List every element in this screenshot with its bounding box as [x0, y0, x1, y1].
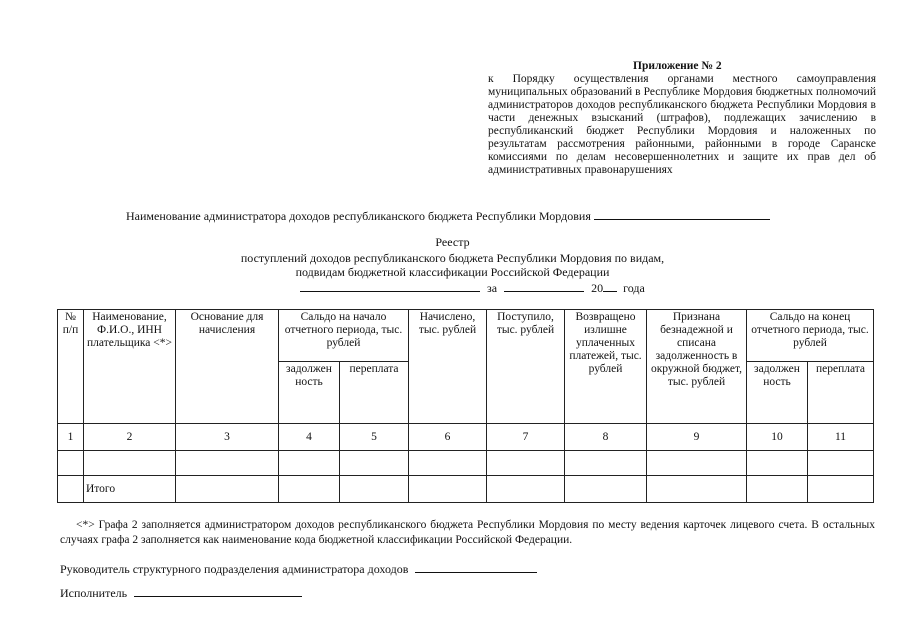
- table-row: [58, 451, 874, 476]
- registry-date-line: [300, 280, 645, 296]
- empty-cell[interactable]: [409, 451, 487, 476]
- empty-cell[interactable]: [487, 451, 565, 476]
- header-col-1: № п/п: [58, 310, 84, 424]
- total-label: Итого: [84, 476, 176, 503]
- column-number: 11: [808, 424, 874, 451]
- registry-subtitle-2: подвидам бюджетной классификации Российской Федерации: [295, 265, 610, 279]
- header-sub-5: переплата: [340, 362, 409, 424]
- column-number: 3: [176, 424, 279, 451]
- column-number: 6: [409, 424, 487, 451]
- admin-name-blank[interactable]: [594, 208, 770, 220]
- executor-signature-line: [60, 585, 302, 601]
- empty-cell[interactable]: [279, 476, 340, 503]
- empty-cell[interactable]: [647, 451, 747, 476]
- year-suffix: года: [623, 281, 645, 295]
- empty-cell[interactable]: [747, 476, 808, 503]
- executor-signature-blank[interactable]: [134, 585, 302, 597]
- empty-cell[interactable]: [565, 451, 647, 476]
- empty-cell[interactable]: [487, 476, 565, 503]
- column-number: 7: [487, 424, 565, 451]
- empty-cell[interactable]: [747, 451, 808, 476]
- year-prefix: 20: [591, 281, 604, 295]
- header-saldo-start: Сальдо на начало отчетного периода, тыс. рублей: [279, 310, 409, 362]
- header-saldo-end: Сальдо на конец отчетного периода, тыс. рублей: [747, 310, 874, 362]
- appendix-text: к Порядку осуществления органами местного самоуправления муниципальных образований в Республике Мордовия бюджетных полномочий администраторов доходов республиканского бюджета Республики Мордовия в части денежных взысканий (штрафов), подлежащих зачислению в республиканский бюджет Республики Мордовия и наложенных по результатам рассмотрения районными, районными в городе Саранске комиссиями по делам несовершеннолетних и защите их прав дел об административных правонарушениях: [488, 73, 876, 176]
- registry-title: Реестр: [435, 235, 470, 249]
- empty-cell[interactable]: [647, 476, 747, 503]
- header-col-7: Поступило, тыс. рублей: [487, 310, 565, 424]
- empty-cell[interactable]: [58, 451, 84, 476]
- header-col-6: Начислено, тыс. рублей: [409, 310, 487, 424]
- header-sub-4: задолжен ность: [279, 362, 340, 424]
- year-blank[interactable]: [603, 280, 617, 292]
- empty-cell[interactable]: [58, 476, 84, 503]
- header-sub-10: задолжен ность: [747, 362, 808, 424]
- column-number: 4: [279, 424, 340, 451]
- date-blank[interactable]: [504, 280, 584, 292]
- empty-cell[interactable]: [808, 476, 874, 503]
- empty-cell[interactable]: [340, 476, 409, 503]
- empty-cell[interactable]: [565, 476, 647, 503]
- appendix-title: Приложение № 2: [633, 60, 722, 72]
- column-number: 10: [747, 424, 808, 451]
- za-label: за: [487, 281, 498, 295]
- header-sub-11: переплата: [808, 362, 874, 424]
- column-number: 8: [565, 424, 647, 451]
- empty-cell[interactable]: [340, 451, 409, 476]
- empty-cell[interactable]: [84, 451, 176, 476]
- head-signature-blank[interactable]: [415, 561, 537, 573]
- total-row: [58, 476, 874, 503]
- empty-cell[interactable]: [279, 451, 340, 476]
- column-number: 9: [647, 424, 747, 451]
- admin-label: Наименование администратора доходов республиканского бюджета Республики Мордовия: [126, 209, 591, 223]
- header-col-2: Наименование, Ф.И.О., ИНН плательщика <*>: [84, 310, 176, 424]
- footnote: <*> Графа 2 заполняется администратором доходов республиканского бюджета Республики Мордовия по месту ведения карточек лицевого счета. В остальных случаях графа 2 заполняется как наименование кода бюджетной классификации Российской Федерации.: [60, 519, 875, 546]
- header-col-3: Основание для начисления: [176, 310, 279, 424]
- column-number: 2: [84, 424, 176, 451]
- empty-cell[interactable]: [808, 451, 874, 476]
- executor-label: Исполнитель: [60, 586, 128, 600]
- head-signature-line: [60, 561, 537, 577]
- empty-cell[interactable]: [176, 451, 279, 476]
- head-label: Руководитель структурного подразделения администратора доходов: [60, 562, 409, 576]
- empty-cell[interactable]: [409, 476, 487, 503]
- admin-name-line: [126, 208, 770, 224]
- header-col-9: Признана безнадежной и списана задолженность в окружной бюджет, тыс. рублей: [647, 310, 747, 424]
- empty-cell[interactable]: [176, 476, 279, 503]
- column-number-row: [58, 424, 874, 451]
- registry-table: [57, 309, 874, 503]
- registry-subtitle-1: поступлений доходов республиканского бюджета Республики Мордовия по видам,: [240, 251, 665, 265]
- column-number: 5: [340, 424, 409, 451]
- period-blank[interactable]: [300, 280, 480, 292]
- column-number: 1: [58, 424, 84, 451]
- header-col-8: Возвращено излишне уплаченных платежей, тыс. рублей: [565, 310, 647, 424]
